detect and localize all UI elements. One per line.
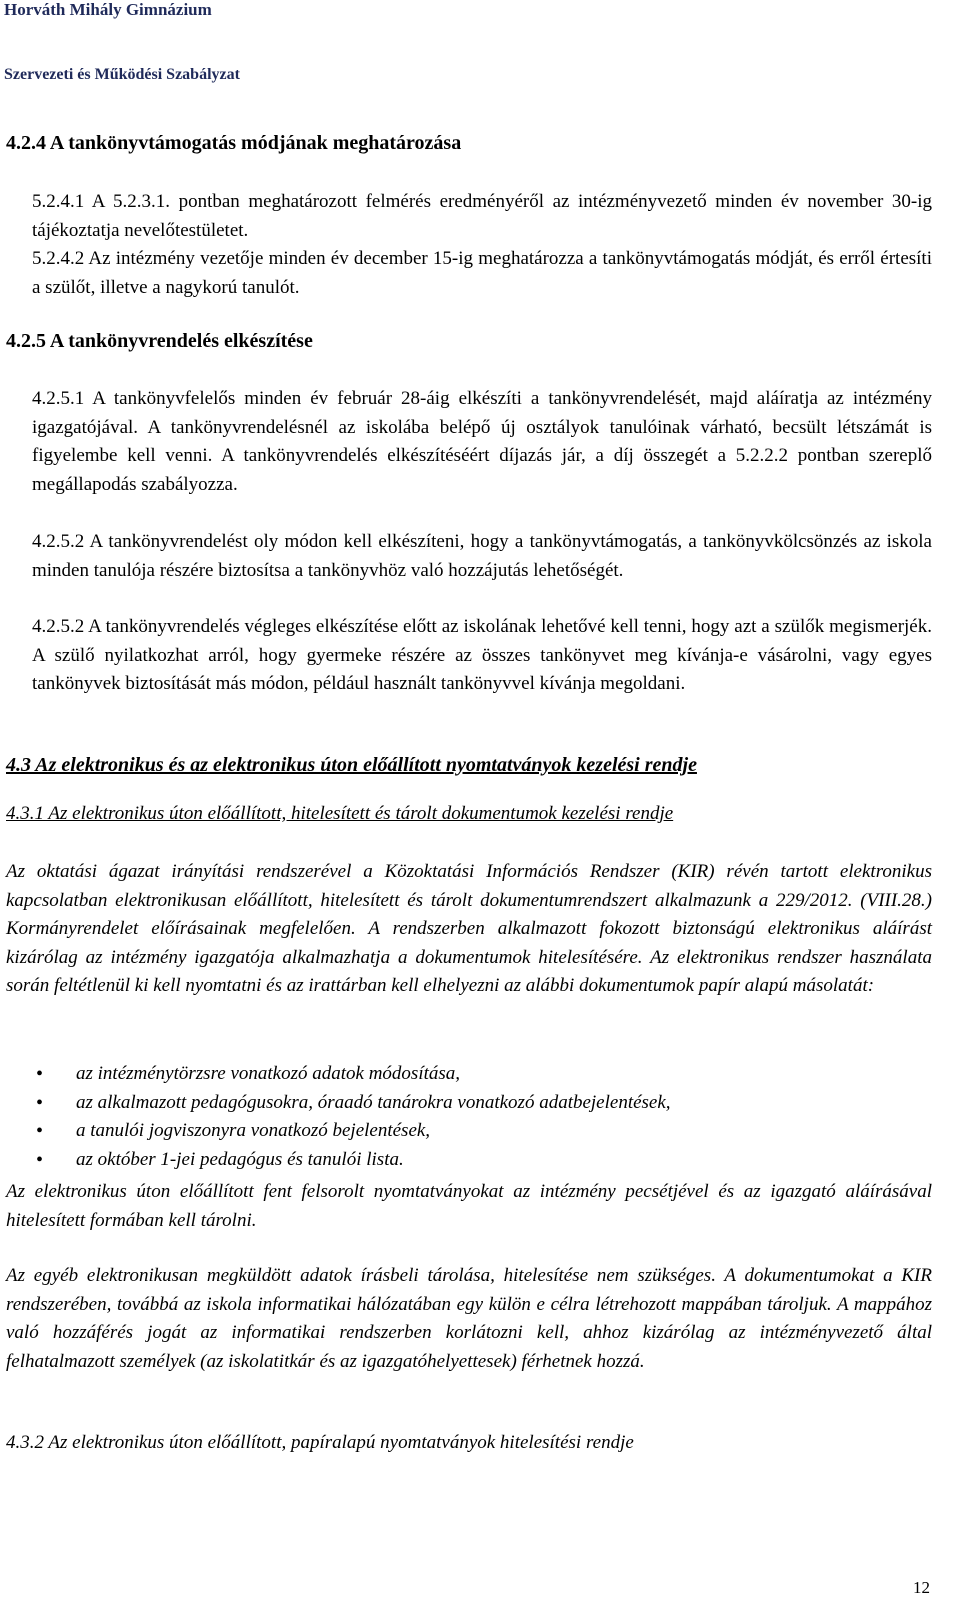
paragraph-text: 4.2.5.2 A tankönyvrendelés végleges elkészítése előtt az iskolának lehetővé kell tenni, hogy azt a szülők megismerjék. A szülő nyilatkozhat arról, hogy gyermeke részére az összes tankönyvet meg kívánja-e vásárolni, vagy egyes tankönyvek biztosítását más módon, például használt tankönyvvel kívánja megoldani. [32, 616, 932, 694]
list-item: • az október 1-jei pedagógus és tanulói lista. [6, 1146, 932, 1175]
paragraph-4-2-5-2a [32, 528, 932, 585]
school-name: Horváth Mihály Gimnázium [4, 0, 212, 19]
paragraph-text: Az elektronikus úton előállított fent felsorolt nyomtatványokat az intézmény pecsétjével és az igazgató aláírásával hitelesített formában kell tárolni. [6, 1181, 932, 1231]
list-item: • az alkalmazott pedagógusokra, óraadó tanárokra vonatkozó adatbejelentések, [6, 1089, 932, 1118]
list-item: • az intézménytörzsre vonatkozó adatok módosítása, [6, 1060, 932, 1089]
paragraph-other-data [6, 1262, 932, 1376]
paragraph-text: 4.2.5.2 A tankönyvrendelést oly módon kell elkészíteni, hogy a tankönyvtámogatás, a tankönyvkölcsönzés az iskola minden tanulója részére biztosítsa a tankönyvhöz való hozzájutás lehetőségét. [32, 531, 932, 581]
section-heading-4-2-5: 4.2.5 A tankönyvrendelés elkészítése [6, 330, 313, 352]
list-item: • a tanulói jogviszonyra vonatkozó bejelentések, [6, 1117, 932, 1146]
page-number: 12 [913, 1578, 930, 1597]
paragraph-text: Az oktatási ágazat irányítási rendszerével a Közoktatási Információs Rendszer (KIR) révén tartott elektronikus kapcsolatban elektronikusan előállított, hitelesített és tárolt dokumentumrendszert alkalmazunk a 229/2012. (VIII.28.) Kormányrendelet előírásainak megfelelően. A rendszerben alkalmazott fokozott biztonságú elektronikus aláírást kizárólag az intézmény igazgatója alkalmazhatja a dokumentumok hitelesítésére. Az elektronikus rendszer használata során feltétlenül ki kell nyomtatni és az irattárban kell elhelyezni az alábbi dokumentumok papír alapú másolatát: [6, 861, 932, 996]
section-heading-4-3: 4.3 Az elektronikus és az elektronikus úton előállított nyomtatványok kezelési rendje [6, 754, 697, 776]
paragraph-4-2-5-1 [32, 385, 932, 499]
document-list [6, 1060, 932, 1174]
paragraph-text: 5.2.4.2 Az intézmény vezetője minden év december 15-ig meghatározza a tankönyvtámogatás módját, és erről értesíti a szülőt, illetve a nagykorú tanulót. [32, 248, 932, 298]
paragraph-text: Az egyéb elektronikusan megküldött adatok írásbeli tárolása, hitelesítése nem szükséges. A dokumentumokat a KIR rendszerében, továbbá az iskola informatikai hálózatában egy külön e célra létrehozott mappában tároljuk. A mappához való hozzáférés jogát az informatikai rendszerben korlátozni kell, ahhoz kizárólag az intézményvezető által felhatalmazott személyek (az iskolatitkár és az igazgatóhelyettesek) férhetnek hozzá. [6, 1265, 932, 1372]
paragraph-storage [6, 1178, 932, 1235]
paragraph-4-2-5-2b [32, 613, 932, 699]
paragraph-5-2-4-2 [32, 245, 932, 302]
subsection-heading-4-3-1: 4.3.1 Az elektronikus úton előállított, hitelesített és tárolt dokumentumok kezelési rendje [6, 803, 674, 824]
paragraph-5-2-4-1 [32, 188, 932, 245]
document-title: Szervezeti és Működési Szabályzat [4, 66, 240, 83]
paragraph-text: 4.2.5.1 A tankönyvfelelős minden év február 28-áig elkészíti a tankönyvrendelését, majd aláíratja az intézmény igazgatójával. A tankönyvrendelésnél az iskolába belépő új osztályok tanulóinak várható, becsült létszámát is figyelembe kell venni. A tankönyvrendelés elkészítéséért díjazás jár, a díj összegét a 5.2.2.2 pontban szereplő megállapodás szabályozza. [32, 388, 932, 495]
paragraph-kir [6, 858, 932, 1001]
paragraph-text: 5.2.4.1 A 5.2.3.1. pontban meghatározott felmérés eredményéről az intézményvezető minden év november 30-ig tájékoztatja nevelőtestületet. [32, 191, 932, 241]
section-heading-4-2-4: 4.2.4 A tankönyvtámogatás módjának meghatározása [6, 132, 462, 154]
subsection-heading-4-3-2: 4.3.2 Az elektronikus úton előállított, papíralapú nyomtatványok hitelesítési rendje [6, 1432, 634, 1453]
